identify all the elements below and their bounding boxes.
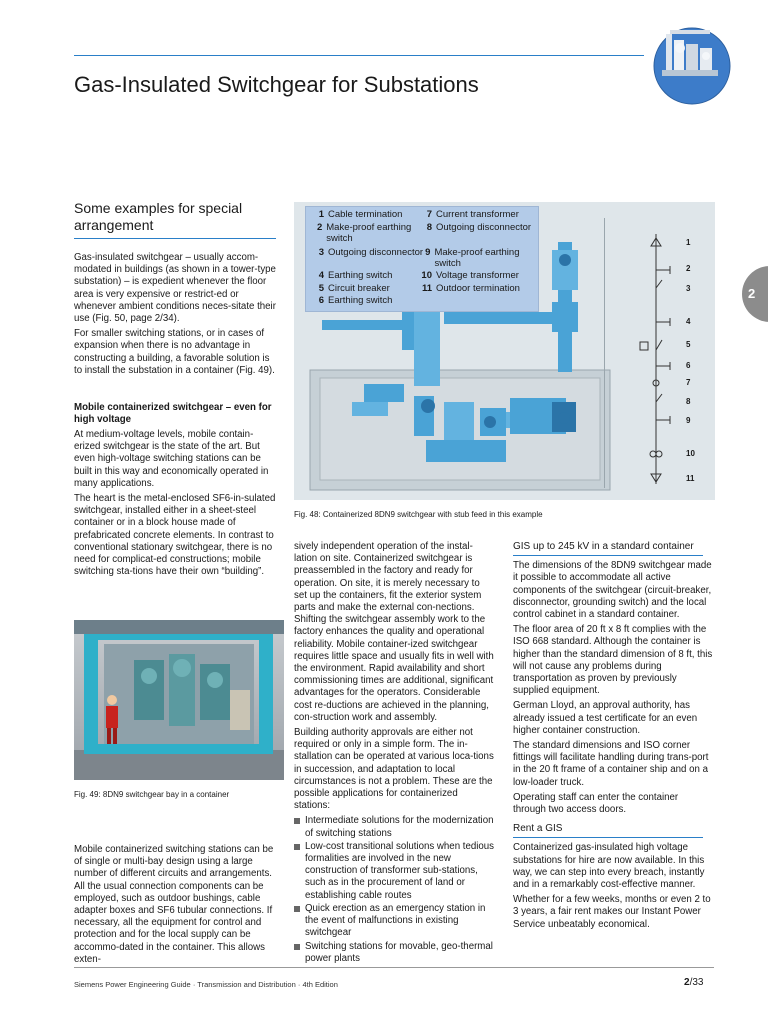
footer-rule xyxy=(74,967,714,968)
paragraph: The heart is the metal-enclosed SF6-in-sulated switchgear, installed either in a sheet-steel container or in a block house made of prefabricated concrete elements. In contrast to conventional stationary switchgear, there is no need for complicat-ed constructions; mobile switching sta-tions have their own “building”. xyxy=(74,493,276,578)
figure-48-caption: Fig. 48: Containerized 8DN9 switchgear with stub feed in this example xyxy=(294,510,543,519)
sld-number: 4 xyxy=(686,317,691,326)
sld-number: 6 xyxy=(686,361,691,370)
paragraph: The dimensions of the 8DN9 switchgear made it possible to accommodate all active components of the switchgear (circuit-breaker, disconnector, grounding switch) and the local control cabinet in a standard container. xyxy=(513,560,712,621)
paragraph: For smaller switching stations, or in cases of expansion when there is no advantage in constructing a building, a favorable solution is to install the substation in a container (Fig. 49). xyxy=(74,328,275,376)
legend-item: 10 Voltage transformer xyxy=(421,270,519,281)
section-heading-rule xyxy=(74,238,276,239)
paragraph: Gas-insulated switchgear – usually accom-modated in buildings (as shown in a tower-type substation) – is expedient whenever the floor area is very expensive or restrict-ed or whenever ambient conditions neces-sitate their use (Fig. 50, page 2/34). xyxy=(74,252,276,325)
sld-number: 10 xyxy=(686,449,695,458)
chapter-tab xyxy=(742,266,768,322)
switchgear-logo-icon xyxy=(652,26,732,106)
list-item: Low-cost transitional solutions when tedious formalities are involved in the new construction of transformer sub-stations, such as in the procurement of land or establishing cable routes xyxy=(294,841,494,902)
sld-number: 11 xyxy=(686,474,695,483)
page-number: 2/33 xyxy=(684,977,704,988)
page-title: Gas-Insulated Switchgear for Substations xyxy=(74,72,479,97)
paragraph: The floor area of 20 ft x 8 ft complies with the ISO 668 standard. Although the container is higher than the standard dimension of 8 ft, this will not cause any problems during transportation as proven by previously supplied equipment. xyxy=(513,624,713,697)
legend-item: 4 Earthing switch xyxy=(318,270,393,281)
paragraph: At medium-voltage levels, mobile contain-erized switchgear is the state of the art. But even high-voltage switching stations can be built in this way and economically operated in many applications. xyxy=(74,429,269,489)
legend-item: 11 Outdoor termination xyxy=(421,283,520,294)
legend-item: 7 Current transformer xyxy=(426,209,519,220)
legend-item: 5 Circuit breaker xyxy=(318,283,390,294)
paragraph: Containerized gas-insulated high voltage substations for hire are now available. In this way, we can step into every breach, instantly and in a remarkably cost-effective manner. xyxy=(513,842,705,891)
sld-number: 1 xyxy=(686,238,691,247)
header-rule xyxy=(74,55,644,56)
sld-number: 8 xyxy=(686,397,691,406)
bullet-square-icon xyxy=(294,944,300,950)
paragraph: Operating staff can enter the container through two access doors. xyxy=(513,791,679,816)
list-item: Quick erection as an emergency station in the event of malfunctions in existing switchgear xyxy=(294,903,494,940)
column-1-bottom-text xyxy=(74,844,276,969)
column-1-subsection xyxy=(74,402,276,581)
legend-item: 9 Make-proof earthing switch xyxy=(425,247,520,269)
single-line-diagram-symbols xyxy=(626,226,686,494)
figure-48-legend xyxy=(305,206,539,312)
applications-list xyxy=(294,815,494,964)
list-item: Intermediate solutions for the modernization of switching stations xyxy=(294,815,494,839)
bullet-square-icon xyxy=(294,906,300,912)
section-subheading: Rent a GIS xyxy=(513,823,703,838)
paragraph: German Lloyd, an approval authority, has already issued a test certificate for an even higher container construction. xyxy=(513,700,698,736)
sld-number: 3 xyxy=(686,284,691,293)
column-2-text xyxy=(294,541,494,966)
legend-item: 6 Earthing switch xyxy=(318,295,393,306)
sld-number: 9 xyxy=(686,416,691,425)
paragraph: sively independent operation of the instal-lation on site. Containerized switchgear is preassembled in the factory and ready for operation. On site, it is merely necessary to set up the containers, fit the exterior system parts and make the external con-nections. Shifting the switchgear assembly work to the factory enhances the quality and operational reliability. Mobile container-ized switchgear requires little space and usually fits in well with the environment. Rapid availability and short commissioning times are additional, significant advantages for the operators. Considerable cost re-ductions are achieved in the planning, con-struction work and assembly. xyxy=(294,541,494,723)
chapter-tab-number: 2 xyxy=(748,286,756,301)
section-subheading: GIS up to 245 kV in a standard container xyxy=(513,541,703,556)
paragraph: Mobile containerized switching stations can be of single or multi-bay design using a large number of different circuits and arrangements. All the usual connection components can be employed, such as outdoor bushings, cable adapter boxes and SF6 tubular connections. If necessary, all the equipment for control and protection and for the local supply can be accommo-dated in the container. This allows exten- xyxy=(74,844,274,965)
legend-item: 1 Cable termination xyxy=(318,209,403,220)
legend-item: 8 Outgoing disconnector xyxy=(426,222,532,233)
list-item: Switching stations for movable, geo-thermal power plants xyxy=(294,941,494,965)
bullet-square-icon xyxy=(294,818,300,824)
footer-text: Siemens Power Engineering Guide · Transmission and Distribution · 4th Edition xyxy=(74,980,338,989)
figure-49-caption: Fig. 49: 8DN9 switchgear bay in a container xyxy=(74,790,230,799)
paragraph: Whether for a few weeks, months or even 2 to 3 years, a fair rent makes our Instant Power Service unbeatably economical. xyxy=(513,894,711,930)
subheading: Mobile containerized switchgear – even for high voltage xyxy=(74,402,272,425)
column-3-text xyxy=(513,541,713,934)
sld-number: 7 xyxy=(686,378,691,387)
legend-item: 3 Outgoing disconnector xyxy=(318,247,424,258)
bullet-square-icon xyxy=(294,844,300,850)
sld-number: 2 xyxy=(686,264,691,273)
column-1-text xyxy=(74,252,276,380)
legend-item: 2 Make-proof earthing switch xyxy=(316,222,412,244)
paragraph: The standard dimensions and ISO corner fittings will facilitate handling during trans-port in the 20 ft frame of a container ship and on a low-loader truck. xyxy=(513,740,709,788)
single-line-diagram xyxy=(626,226,714,494)
section-heading: Some examples for special arrangement xyxy=(74,200,243,233)
sld-number: 5 xyxy=(686,340,691,349)
container-photo xyxy=(74,620,284,780)
paragraph: Building authority approvals are either not required or only in a simple form. The in-stallation can be operated at various loca-tions in succession, and adaptation to local circumstances is not a problem. These are the possible applications for containerized stations: xyxy=(294,727,494,812)
